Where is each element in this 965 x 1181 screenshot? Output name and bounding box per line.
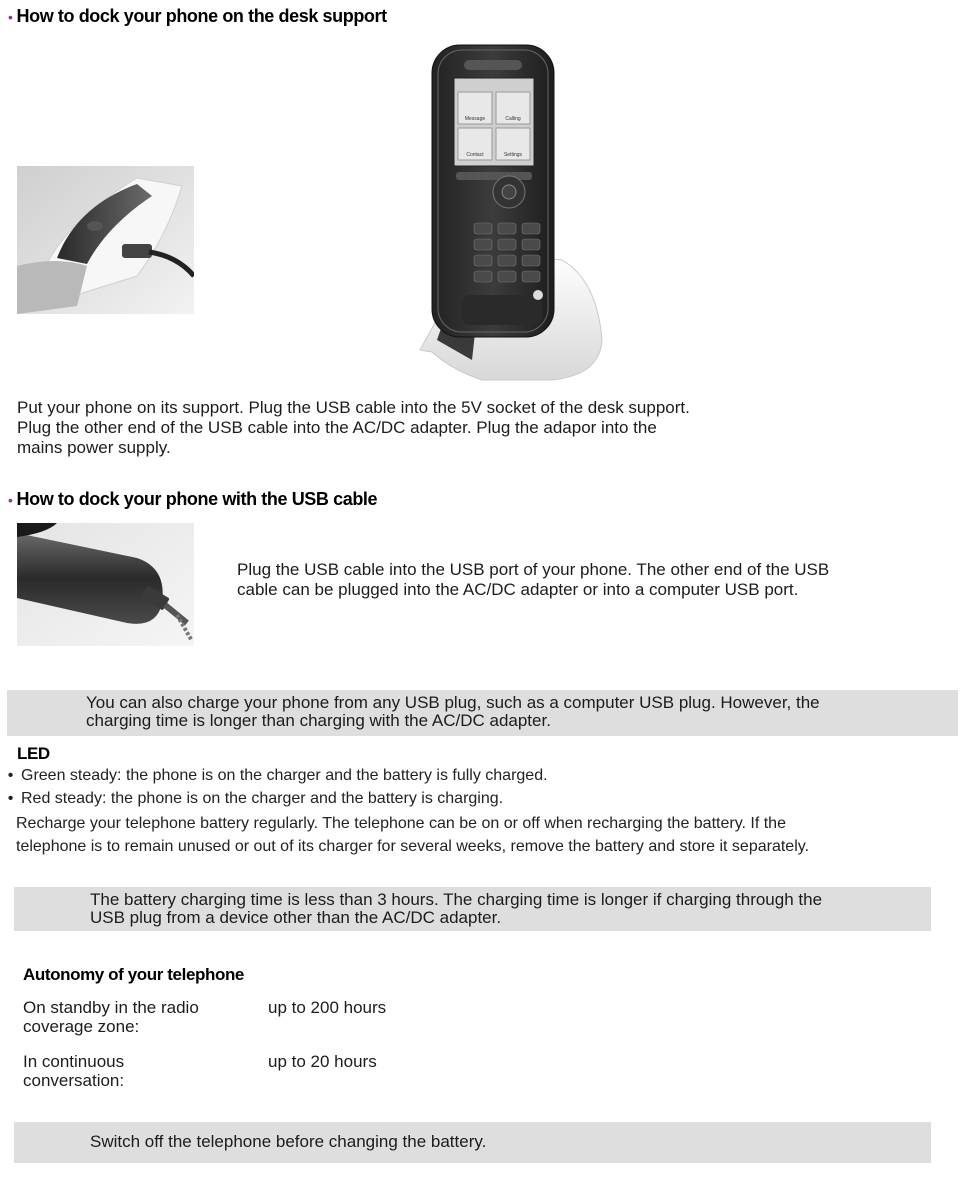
section-heading-text: How to dock your phone on the desk support	[16, 6, 387, 26]
section-heading-text: How to dock your phone with the USB cable	[16, 489, 378, 509]
autonomy-heading: Autonomy of your telephone	[23, 965, 244, 984]
recharge-line: telephone is to remain unused or out of its charger for several weeks, remove the battery and store it separately.	[16, 838, 810, 855]
autonomy-label-line: coverage zone:	[23, 1017, 140, 1036]
recharge-line: Recharge your telephone battery regularly. The telephone can be on or off when recharging the battery. If the	[16, 815, 786, 832]
note-line: You can also charge your phone from any USB plug, such as a computer USB plug. However, the	[86, 693, 820, 712]
phone-on-cradle-photo	[412, 40, 604, 385]
instruction-line: Plug the USB cable into the USB port of your phone. The other end of the USB	[237, 560, 830, 579]
usb-cable-instructions	[237, 560, 957, 600]
bullet-dot: •	[7, 767, 14, 784]
autonomy-standby-value: up to 200 hours	[268, 998, 387, 1017]
led-heading: LED	[17, 744, 50, 763]
desk-support-photo	[17, 166, 194, 314]
led-bullet-green	[0, 767, 548, 785]
note-charging-time	[14, 887, 931, 931]
instruction-line: Plug the other end of the USB cable into the AC/DC adapter. Plug the adapor into the	[17, 418, 657, 437]
led-bullet-text: Red steady: the phone is on the charger and the battery is charging.	[21, 790, 504, 807]
screen-label-calling: Calling	[505, 116, 521, 122]
bullet-dot: •	[8, 492, 13, 508]
usb-cable-photo	[17, 523, 194, 646]
autonomy-conversation-label	[23, 1052, 124, 1090]
instruction-line: cable can be plugged into the AC/DC adapter or into a computer USB port.	[237, 580, 799, 599]
bullet-dot: •	[7, 790, 14, 807]
note-usb-charging	[7, 690, 958, 736]
section-heading-desk-support	[8, 6, 387, 27]
note-line: USB plug from a device other than the AC/DC adapter.	[90, 908, 502, 927]
screen-label-contact: Contact	[466, 152, 484, 158]
autonomy-label-line: In continuous	[23, 1052, 125, 1071]
note-line: The battery charging time is less than 3 hours. The charging time is longer if charging through the	[90, 890, 823, 909]
recharge-paragraph	[16, 812, 961, 858]
autonomy-conversation-value: up to 20 hours	[268, 1052, 377, 1071]
desk-support-instructions	[17, 398, 817, 458]
note-line: charging time is longer than charging with the AC/DC adapter.	[86, 711, 551, 730]
led-bullet-text: Green steady: the phone is on the charger and the battery is fully charged.	[21, 767, 548, 784]
screen-label-message: Message	[464, 116, 486, 122]
instruction-line: mains power supply.	[17, 438, 171, 457]
screen-label-settings: Settings	[503, 152, 523, 158]
autonomy-standby-label	[23, 998, 199, 1036]
section-heading-usb-cable	[8, 489, 377, 510]
note-line: Switch off the telephone before changing the battery.	[90, 1132, 487, 1151]
instruction-line: Put your phone on its support. Plug the USB cable into the 5V socket of the desk support.	[17, 398, 690, 417]
autonomy-label-line: conversation:	[23, 1071, 125, 1090]
note-switch-off	[14, 1122, 931, 1163]
led-bullet-red	[0, 790, 503, 808]
autonomy-label-line: On standby in the radio	[23, 998, 199, 1017]
bullet-dot: •	[8, 9, 13, 25]
